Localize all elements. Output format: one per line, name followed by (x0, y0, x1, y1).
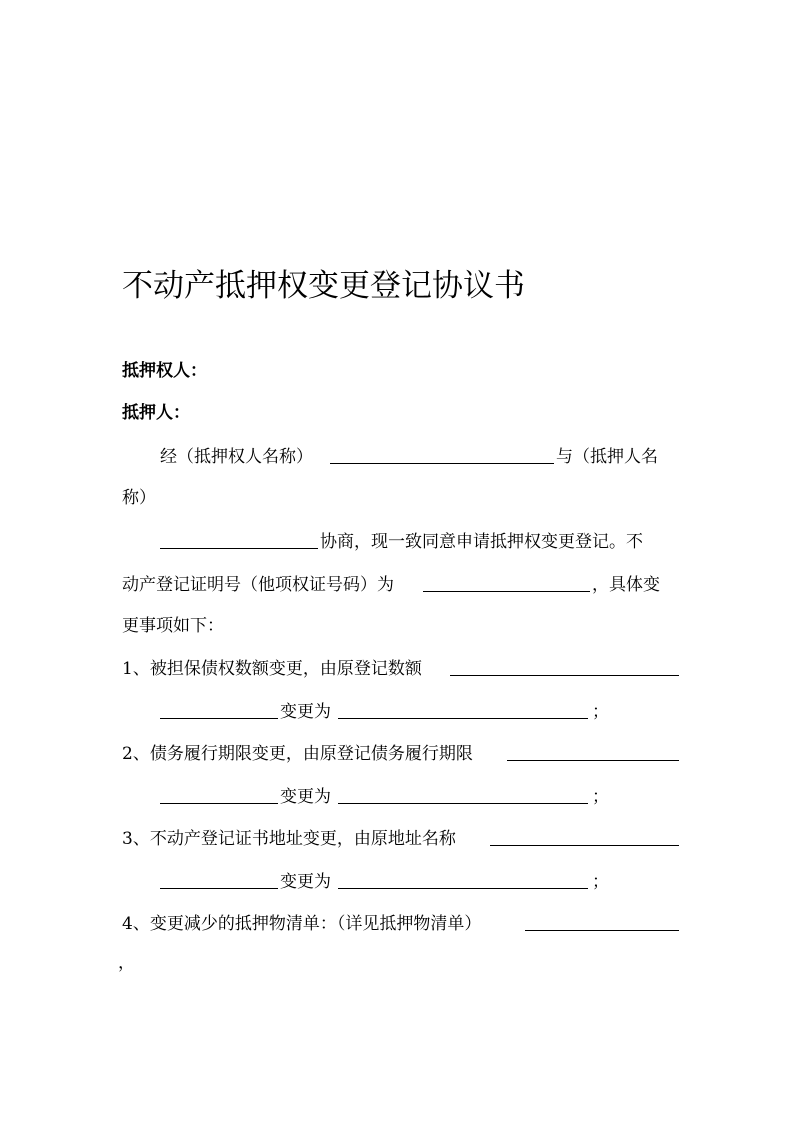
item2-change-label: 变更为 (280, 787, 331, 807)
item3-end: ； (592, 872, 609, 892)
para1-line1-a: 经（抵押权人名称） (160, 447, 313, 467)
item1-new-blank[interactable] (338, 718, 588, 719)
item3-text: 3、不动产登记证书地址变更，由原地址名称 (122, 829, 456, 849)
mortgagee-label: 抵押权人： (122, 361, 207, 381)
item3-original-blank[interactable] (490, 845, 679, 846)
item3-new-blank[interactable] (338, 888, 588, 889)
item4-text: 4、变更减少的抵押物清单：（详见抵押物清单） (122, 914, 482, 934)
item2-end: ； (592, 787, 609, 807)
item4-list-blank[interactable] (525, 930, 679, 931)
item2-original-blank-cont[interactable] (160, 803, 278, 804)
para1-line2: 称） (122, 488, 156, 508)
item4-end: ， (118, 953, 135, 973)
mortgagee-name-blank[interactable] (330, 463, 554, 464)
para1-line3: 协商，现一致同意申请抵押权变更登记。不 (320, 532, 643, 552)
item1-original-blank[interactable] (450, 675, 679, 676)
mortgagor-label: 抵押人： (122, 403, 190, 423)
para1-line4-b: ，具体变 (592, 575, 660, 595)
para1-line1-b: 与（抵押人名 (556, 447, 658, 467)
item3-original-blank-cont[interactable] (160, 888, 278, 889)
item1-text: 1、被担保债权数额变更，由原登记数额 (122, 659, 422, 679)
para1-line4-a: 动产登记证明号（他项权证号码）为 (122, 575, 394, 595)
item2-text: 2、债务履行期限变更，由原登记债务履行期限 (122, 744, 473, 764)
item1-original-blank-cont[interactable] (160, 718, 278, 719)
item1-change-label: 变更为 (280, 702, 331, 722)
item2-new-blank[interactable] (338, 803, 588, 804)
item2-original-blank[interactable] (507, 760, 679, 761)
item1-end: ； (592, 702, 609, 722)
item3-change-label: 变更为 (280, 872, 331, 892)
document-title: 不动产抵押权变更登记协议书 (122, 268, 525, 304)
certificate-number-blank[interactable] (423, 591, 590, 592)
para1-line5: 更事项如下： (122, 616, 224, 636)
mortgagor-name-blank[interactable] (160, 548, 318, 549)
